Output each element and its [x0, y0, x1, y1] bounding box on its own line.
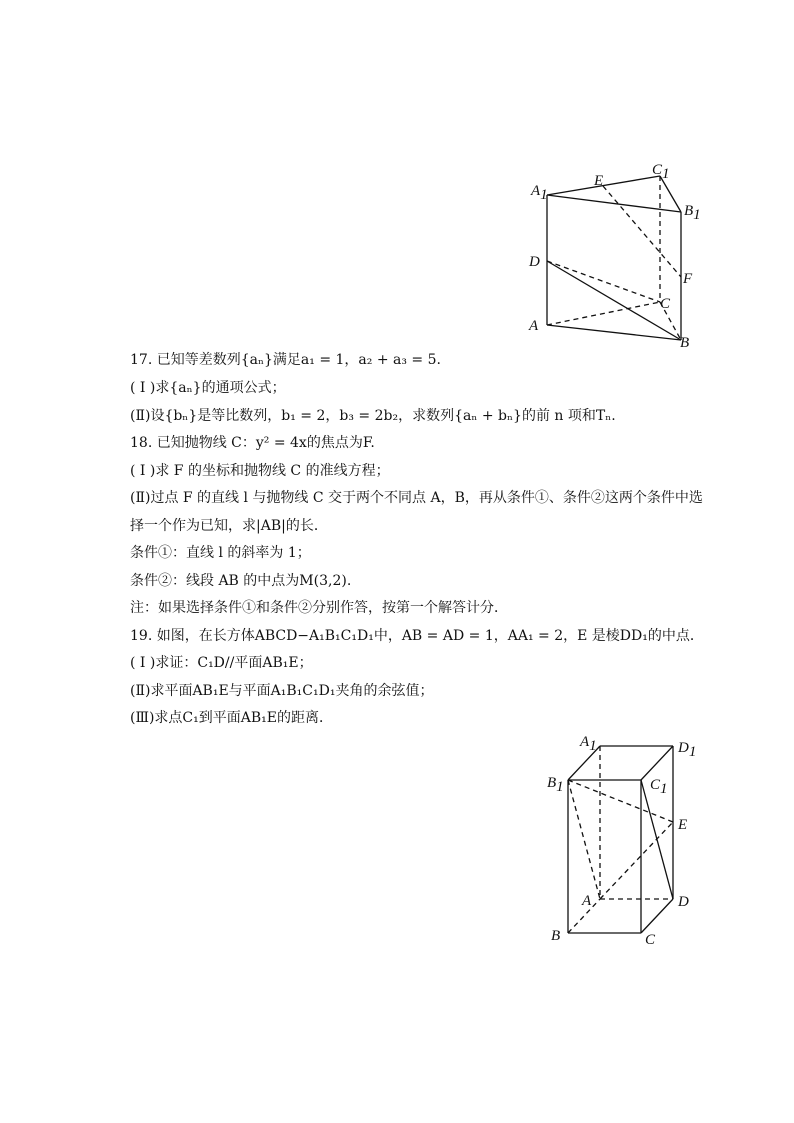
q19-part2: (Ⅱ)求平面AB₁E与平面A₁B₁C₁D₁夹角的余弦值；: [130, 683, 434, 699]
label-C: C: [660, 296, 671, 312]
label-E: E: [678, 817, 688, 833]
label-B: B: [680, 335, 690, 351]
q17-part1: ( Ⅰ )求{aₙ}的通项公式；: [130, 380, 286, 396]
label-C: C: [645, 932, 656, 948]
label-E: E: [594, 173, 604, 189]
label-D: D: [529, 254, 540, 270]
segment-B1A: [568, 780, 600, 899]
label-D1: D1: [678, 740, 697, 760]
label-F: F: [683, 271, 693, 287]
q19-part3: (Ⅲ)求点C₁到平面AB₁E的距离．: [130, 710, 333, 726]
q18-note: 注：如果选择条件①和条件②分别作答，按第一个解答计分．: [130, 600, 508, 616]
label-A: A: [582, 893, 592, 909]
edge-D1C1: [641, 746, 673, 780]
label-A1: A1: [531, 183, 548, 203]
label-B: B: [551, 928, 561, 944]
label-C1: C1: [652, 162, 670, 182]
q18-title: 18. 已知抛物线 C：y² = 4x的焦点为F.: [130, 435, 375, 451]
q18-part1: ( Ⅰ )求 F 的坐标和抛物线 C 的准线方程；: [130, 463, 390, 479]
q18-condition1: 条件①：直线 l 的斜率为 1；: [130, 545, 311, 561]
segment-C1D: [641, 780, 673, 899]
q18-condition2: 条件②：线段 AB 的中点为M(3,2).: [130, 573, 352, 589]
q19-part1: ( Ⅰ )求证：C₁D//平面AB₁E；: [130, 655, 313, 671]
label-D: D: [678, 894, 689, 910]
q17-part2: (Ⅱ)设{bₙ}是等比数列，b₁ = 2，b₃ = 2b₂，求数列{aₙ + bₙ}的前 n 项和Tₙ.: [130, 408, 616, 424]
label-B1: B1: [547, 775, 564, 795]
q18-part2-line2: 择一个作为已知，求|AB|的长．: [130, 518, 328, 534]
label-A1: A1: [580, 734, 597, 754]
label-C1: C1: [650, 777, 668, 797]
label-B1: B1: [684, 203, 701, 223]
edge-CD: [641, 899, 673, 933]
q19-title: 19. 如图，在长方体ABCD−A₁B₁C₁D₁中，AB = AD = 1，AA₁ = 2，E 是棱DD₁的中点．: [130, 628, 704, 644]
q18-part2-line1: (Ⅱ)过点 F 的直线 l 与抛物线 C 交于两个不同点 A，B，再从条件①、条件②这两个条件中选: [130, 490, 703, 506]
q17-title: 17. 已知等差数列{aₙ}满足a₁ = 1，a₂ + a₃ = 5.: [130, 352, 441, 368]
label-A: A: [529, 318, 539, 334]
